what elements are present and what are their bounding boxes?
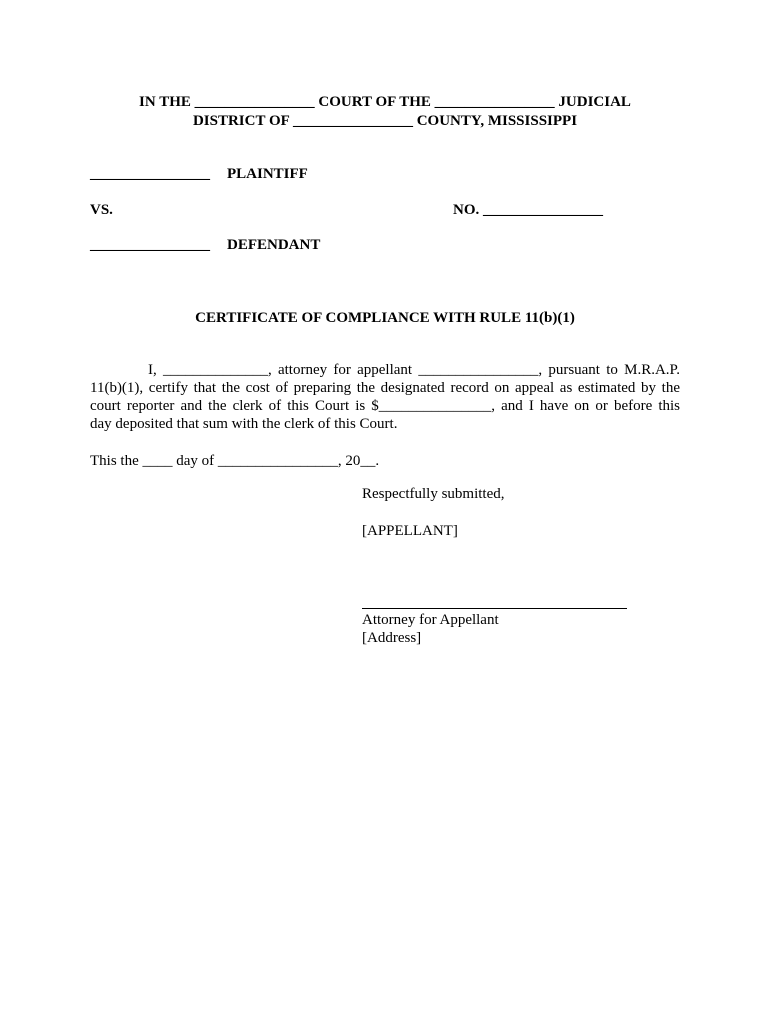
versus-label: VS. [90, 202, 113, 218]
plaintiff-name-blank: ________________ [90, 166, 210, 182]
signer-title: Attorney for Appellant [362, 612, 499, 628]
body-paragraph-line: court reporter and the clerk of this Court is $_______________, and I have on or before this [90, 398, 680, 414]
body-paragraph-line: day deposited that sum with the clerk of this Court. [90, 416, 398, 432]
date-line: This the ____ day of ________________, 20__. [90, 453, 380, 469]
document-title: CERTIFICATE OF COMPLIANCE WITH RULE 11(b)(1) [195, 310, 575, 326]
district-caption-line: DISTRICT OF ________________ COUNTY, MISSISSIPPI [192, 113, 578, 129]
body-paragraph-line: I, ______________, attorney for appellant ________________, pursuant to M.R.A.P. [148, 362, 680, 378]
body-paragraph-line: 11(b)(1), certify that the cost of preparing the designated record on appeal as estimated by the [90, 380, 680, 396]
court-caption-line: IN THE ________________ COURT OF THE ________________ JUDICIAL [139, 94, 631, 110]
signature-line [362, 608, 627, 609]
signer-address: [Address] [362, 630, 422, 646]
closing-text: Respectfully submitted, [362, 486, 505, 502]
defendant-name-blank: ________________ [90, 237, 210, 253]
plaintiff-label: PLAINTIFF [227, 166, 308, 182]
case-number-line: NO. ________________ [453, 202, 603, 218]
defendant-label: DEFENDANT [227, 237, 321, 253]
appellant-name: [APPELLANT] [362, 523, 458, 539]
